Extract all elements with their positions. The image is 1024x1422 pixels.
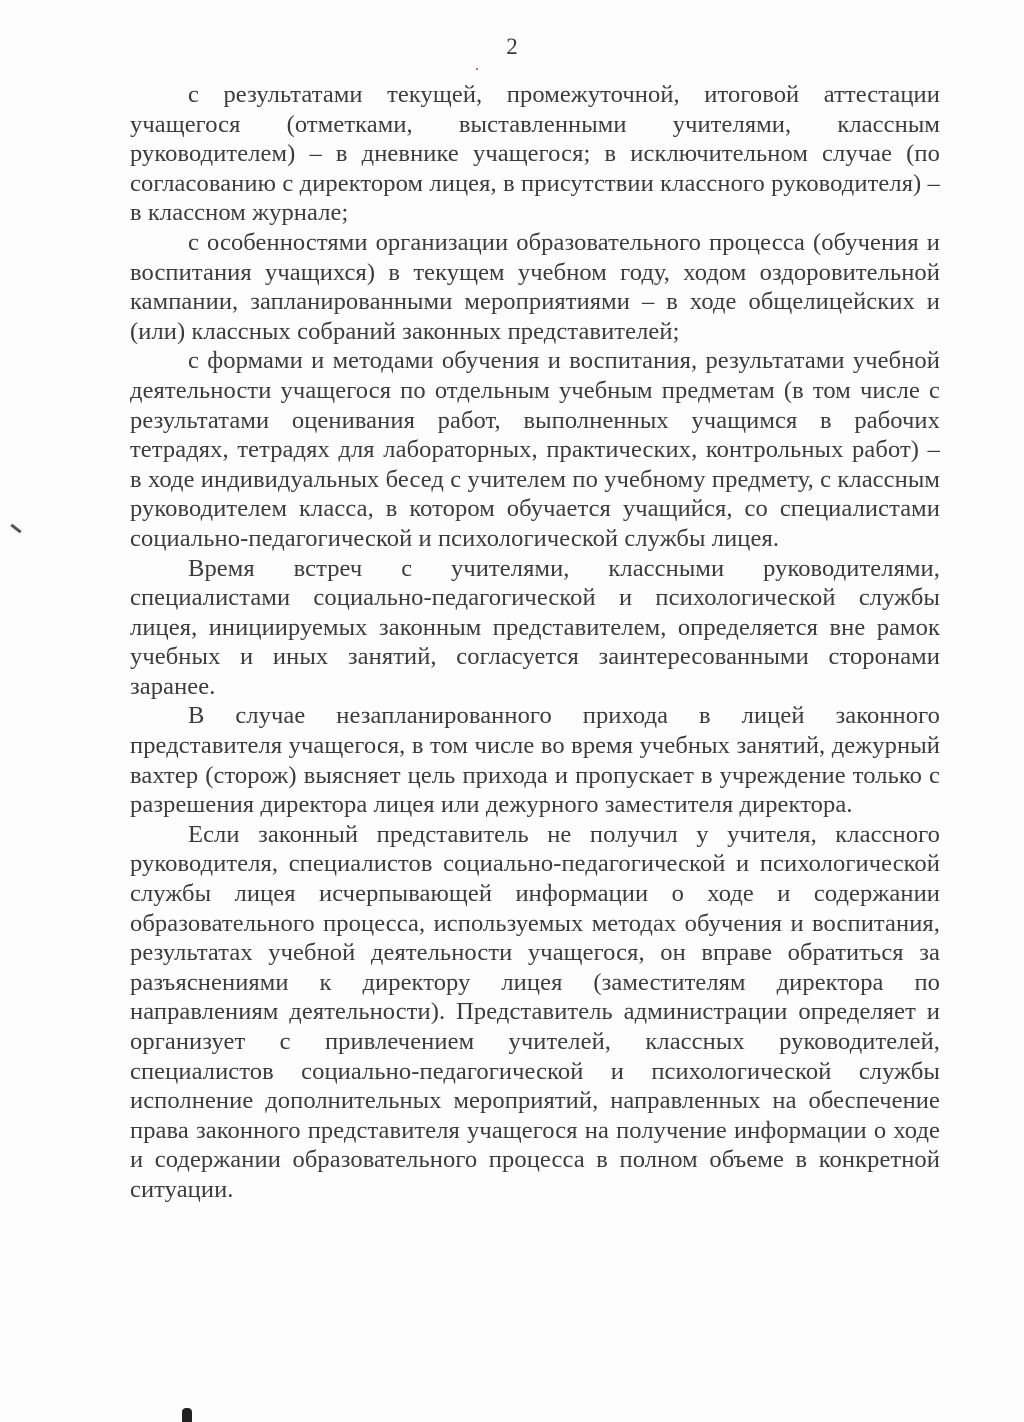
- paragraph-educational-process: с особенностями организации образовательного процесса (обучения и воспитания учащихся) в текущем учебном году, ходом оздоровительной кампании, запланированными мероприятиями – в ходе общелицейских и (или) классных собраний законных представителей;: [130, 228, 940, 345]
- margin-mark: [10, 524, 21, 534]
- scan-speck: [476, 68, 478, 70]
- paragraph-grades: с результатами текущей, промежуточной, итоговой аттестации учащегося (отметками, выставленными учителями, классным руководителем) – в дневнике учащегося; в исключительном случае (по согласованию с директором лицея, в присутствии классного руководителя) – в классном журнале;: [130, 81, 940, 227]
- paragraph-information-right: Если законный представитель не получил у учителя, классного руководителя, специалистов социально-педагогической и психологической службы лицея исчерпывающей информации о ходе и содержании образовательного процесса, используемых методах обучения и воспитания, результатах учебной деятельности учащегося, он вправе обратиться за разъяснениями к директору лицея (заместителям директора по направлениям деятельности). Представитель администрации определяет и организует с привлечением учителей, классных руководителей, специалистов социально-педагогической и психологической службы исполнение дополнительных мероприятий, направленных на обеспечение права законного представителя учащегося на получение информации о ходе и содержании образовательного процесса в полном объеме в конкретной ситуации.: [130, 820, 940, 1203]
- page-number: 2: [506, 34, 518, 59]
- body-text: [130, 80, 940, 1205]
- paragraph-unplanned-visit: В случае незапланированного прихода в лицей законного представителя учащегося, в том числе во время учебных занятий, дежурный вахтер (сторож) выясняет цель прихода и пропускает в учреждение только с разрешения директора лицея или дежурного заместителя директора.: [130, 702, 940, 819]
- bottom-ink-mark: [182, 1408, 192, 1422]
- paragraph-methods: с формами и методами обучения и воспитания, результатами учебной деятельности учащегося по отдельным учебным предметам (в том числе с результатами оценивания работ, выполненных учащимся в рабочих тетрадях, тетрадях для лабораторных, практических, контрольных работ) – в ходе индивидуальных бесед с учителем по учебному предмету, с классным руководителем класса, в котором обучается учащийся, со специалистами социально-педагогической и психологической службы лицея.: [130, 347, 940, 552]
- paragraph-meeting-time: Время встреч с учителями, классными руководителями, специалистами социально-педагогической и психологической службы лицея, инициируемых законным представителем, определяется вне рамок учебных и иных занятий, согласуется заинтересованными сторонами заранее.: [130, 554, 940, 700]
